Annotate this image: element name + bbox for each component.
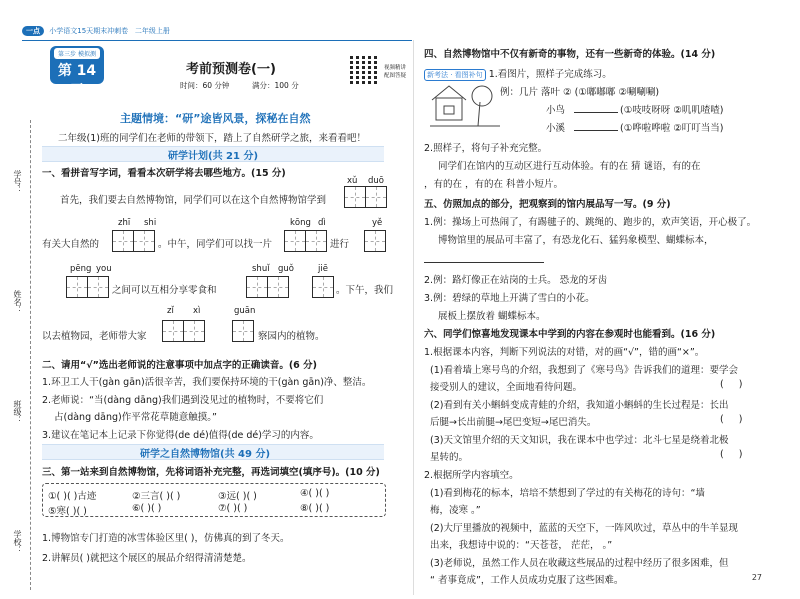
intro-text: 二年级(1)班的同学们在老师的带领下，踏上了自然研学之旅，来看看吧！ [58, 133, 366, 144]
pinyin: duō [368, 176, 384, 186]
page-number: 27 [751, 573, 762, 582]
pinyin: zhī [118, 218, 131, 228]
q6-fill: 梅，凌寒 。” [430, 505, 481, 516]
q2-item: 2.老师说：“当(dàng dāng)我们遇到没见过的植物时，不要将它们 [42, 395, 324, 406]
answer-line[interactable] [574, 130, 618, 131]
q1-heading: 一、看拼音写字词，看看本次研学将去哪些地方。(15 分) [42, 168, 286, 179]
word-bank-item: ⑤寒( )( ) [48, 506, 87, 517]
q5-text: 展板上摆放着 蝴蝶标本。 [438, 311, 546, 322]
q6-heading: 六、同学们惊喜地发现课本中学到的内容在参观时也能看到。(16 分) [424, 329, 716, 340]
q6-statement: 后腿→长出前腿→尾巴变短→尾巴消失。 [430, 417, 597, 428]
q6-part2: 2.根据所学内容填空。 [424, 470, 519, 481]
word-bank-item: ⑥( )( ) [132, 503, 162, 514]
side-label-school: 学校： [13, 530, 22, 554]
pinyin: shi [144, 218, 157, 228]
writing-grid[interactable] [232, 320, 253, 342]
brand-logo: 一点 [22, 26, 44, 36]
pinyin: xì [193, 306, 201, 316]
museum-heading: 研学之自然博物馆(共 49 分) [140, 449, 271, 460]
series-title: 小学语文15天期末冲刺卷 [49, 27, 129, 35]
binding-line [30, 120, 31, 590]
pinyin: shuǐ [252, 264, 270, 274]
q5-example: 3.例：碧绿的草地上开满了雪白的小花。 [424, 293, 595, 304]
q4-example: 例：几片 落叶 ② (①嘟嘟嘟 ②唰唰唰) [500, 87, 660, 98]
q6-statement: (3)天文馆里介绍的天文知识，我在课本中也学过：北斗七星是绕着北极 [430, 435, 729, 446]
writing-grid[interactable] [66, 276, 108, 298]
q5-example: 2.例：路灯像正在站岗的士兵。 恐龙的牙齿 [424, 275, 608, 286]
column-divider [413, 40, 414, 595]
word-bank-item: ④( )( ) [300, 488, 330, 499]
q2-heading: 二、请用“√”选出老师说的注意事项中加点字的正确读音。(6 分) [42, 360, 317, 371]
writing-grid[interactable] [112, 230, 154, 252]
pinyin: you [96, 264, 112, 274]
word-bank-item: ②三言( )( ) [132, 491, 181, 502]
q6-statement: (2)看到有关小蝌蚪变成青蛙的介绍，我知道小蝌蚪的生长过程是：长出 [430, 400, 729, 411]
side-label-class: 班级： [13, 400, 22, 424]
grade-label: 二年级上册 [134, 27, 170, 35]
exam-score: 满分：100 分 [252, 81, 299, 90]
writing-grid[interactable] [344, 186, 386, 208]
exam-time: 时间：60 分钟 [180, 81, 230, 90]
plan-text-2c: 进行 [330, 239, 350, 250]
q6-statement: (1)看着墙上寒号鸟的介绍，我想到了《寒号鸟》告诉我们的道理：要学会 [430, 365, 738, 376]
plan-text-2b: 。中午，同学们可以找一片 [158, 239, 273, 250]
pinyin: guǒ [278, 264, 294, 274]
answer-line[interactable] [424, 262, 544, 263]
plan-heading: 研学计划(共 21 分) [168, 151, 259, 162]
q3-heading: 三、第一站来到自然博物馆，先将词语补充完整，再选词填空(填序号)。(10 分) [42, 467, 380, 478]
plan-text-3a: 之间可以互相分享零食和 [112, 285, 217, 296]
series-header [22, 26, 170, 36]
qr-code-mask [350, 54, 380, 84]
q3-sentence: 2.讲解员( )就把这个展区的展品介绍得清清楚楚。 [42, 553, 252, 564]
word-bank-item: ①( )( )古迹 [48, 491, 97, 502]
q4-heading: 四、自然博物馆中不仅有新奇的事物，还有一些新奇的体验。(14 分) [424, 49, 716, 60]
q2-item: 3.建议在笔记本上记录下你觉得(de dé)值得(de dé)学习的内容。 [42, 430, 319, 441]
day-card [50, 46, 104, 99]
q6-statement: 星转的。 [430, 452, 469, 463]
judge-paren[interactable]: ( ) [720, 379, 743, 390]
writing-grid[interactable] [284, 230, 326, 252]
pinyin: dì [318, 218, 326, 228]
q4-part2-text2: ，有的在 ，有的在 科普小短片。 [424, 179, 564, 190]
writing-grid[interactable] [246, 276, 288, 298]
pinyin: zǐ [167, 306, 174, 316]
word-bank-item: ③远( )( ) [218, 491, 257, 502]
word-bank-item: ⑦( )( ) [218, 503, 248, 514]
side-label-name: 姓名： [13, 290, 22, 314]
header-rule [22, 40, 412, 41]
side-label-id: 学号： [13, 170, 22, 194]
q4-row-options: (①哗啦哗啦 ②叮叮当当) [620, 123, 724, 134]
q6-statement: 接受别人的建议，全面地看待问题。 [430, 382, 583, 393]
q4-part2: 2.照样子，将句子补充完整。 [424, 143, 548, 154]
plan-text-2a: 有关大自然的 [42, 239, 100, 250]
q4-row-subject: 小鸟 [546, 105, 566, 116]
q6-fill: 出来，我想诗中说的：“天苍苍， 茫茫， 。” [430, 540, 613, 551]
q6-fill: (3)老师说，虽然工作人员在收藏这些展品的过程中经历了很多困难，但 [430, 558, 729, 569]
judge-paren[interactable]: ( ) [720, 414, 743, 425]
q4-row-subject: 小溪 [546, 123, 566, 134]
q4-row-options: (①吱吱呀呀 ②叽叽喳喳) [620, 105, 724, 116]
q4-part1-text: 1.看图片，照样子完成练习。 [488, 69, 612, 80]
word-bank-item: ⑧( )( ) [300, 503, 330, 514]
q2-item: 占(dàng dāng)作平常花草随意触摸。” [54, 412, 217, 423]
new-method-tag: 新考法 · 看图补句 [424, 69, 486, 81]
day-label: 第 14 天 [57, 63, 97, 99]
step-label: 第三步 模拟测 [54, 48, 100, 59]
qr-caption: 视频精讲 配图答疑 [384, 65, 407, 79]
q5-heading: 五、仿照加点的部分，把观察到的馆内展品写一写。(9 分) [424, 199, 671, 210]
pinyin: guān [234, 306, 256, 316]
plan-text-4a: 以去植物园，老师带大家 [42, 331, 147, 342]
plan-text-3b: 。下午，我们 [336, 285, 394, 296]
q6-fill: “ 者事竟成”，工作人员成功克服了这些困难。 [430, 575, 624, 586]
q6-part1: 1.根据课本内容，判断下列说法的对错，对的画“√”，错的画“×”。 [424, 347, 705, 358]
q5-example: 1.例：操场上可热闹了，有踢毽子的、跳绳的、跑步的，欢声笑语，开心极了。 [424, 217, 757, 228]
q2-item: 1.环卫工人干(gàn gān)活很辛苦，我们要保持环境的干(gàn gān)净、整洁。 [42, 377, 372, 388]
writing-grid[interactable] [312, 276, 333, 298]
theme-heading: 主题情境：“研”途皆风景，探秘在自然 [120, 112, 311, 125]
answer-line[interactable] [574, 112, 618, 113]
q3-sentence: 1.博物馆专门打造的冰雪体验区里( )，仿佛真的到了冬天。 [42, 533, 290, 544]
plan-text-1: 首先，我们要去自然博物馆，同学们可以在这个自然博物馆学到 [60, 195, 327, 206]
plan-text-4b: 察园内的植物。 [258, 331, 325, 342]
judge-paren[interactable]: ( ) [720, 449, 743, 460]
pinyin: jiē [318, 264, 328, 274]
house-tree-illustration [430, 80, 500, 130]
pinyin: kōng [290, 218, 311, 228]
q4-part1 [424, 66, 612, 81]
q5-text: 博物馆里的展品可丰富了，有恐龙化石、猛犸象模型、蝴蝶标本， [438, 235, 714, 246]
pinyin: xǔ [347, 176, 358, 186]
writing-grid[interactable] [162, 320, 204, 342]
pinyin: pēng [70, 264, 92, 274]
exam-title: 考前预测卷(一) [186, 62, 276, 77]
q6-fill: (1)看到梅花的标本，培培不禁想到了学过的有关梅花的诗句：“墙 [430, 488, 705, 499]
q4-part2-text: 同学们在馆内的互动区进行互动体验。有的在 猜 谜语，有的在 [438, 161, 701, 172]
pinyin: yě [372, 218, 383, 228]
q6-fill: (2)大厅里播放的视频中，蓝蓝的天空下，一阵风吹过，草丛中的牛羊显现 [430, 523, 738, 534]
writing-grid[interactable] [364, 230, 385, 252]
